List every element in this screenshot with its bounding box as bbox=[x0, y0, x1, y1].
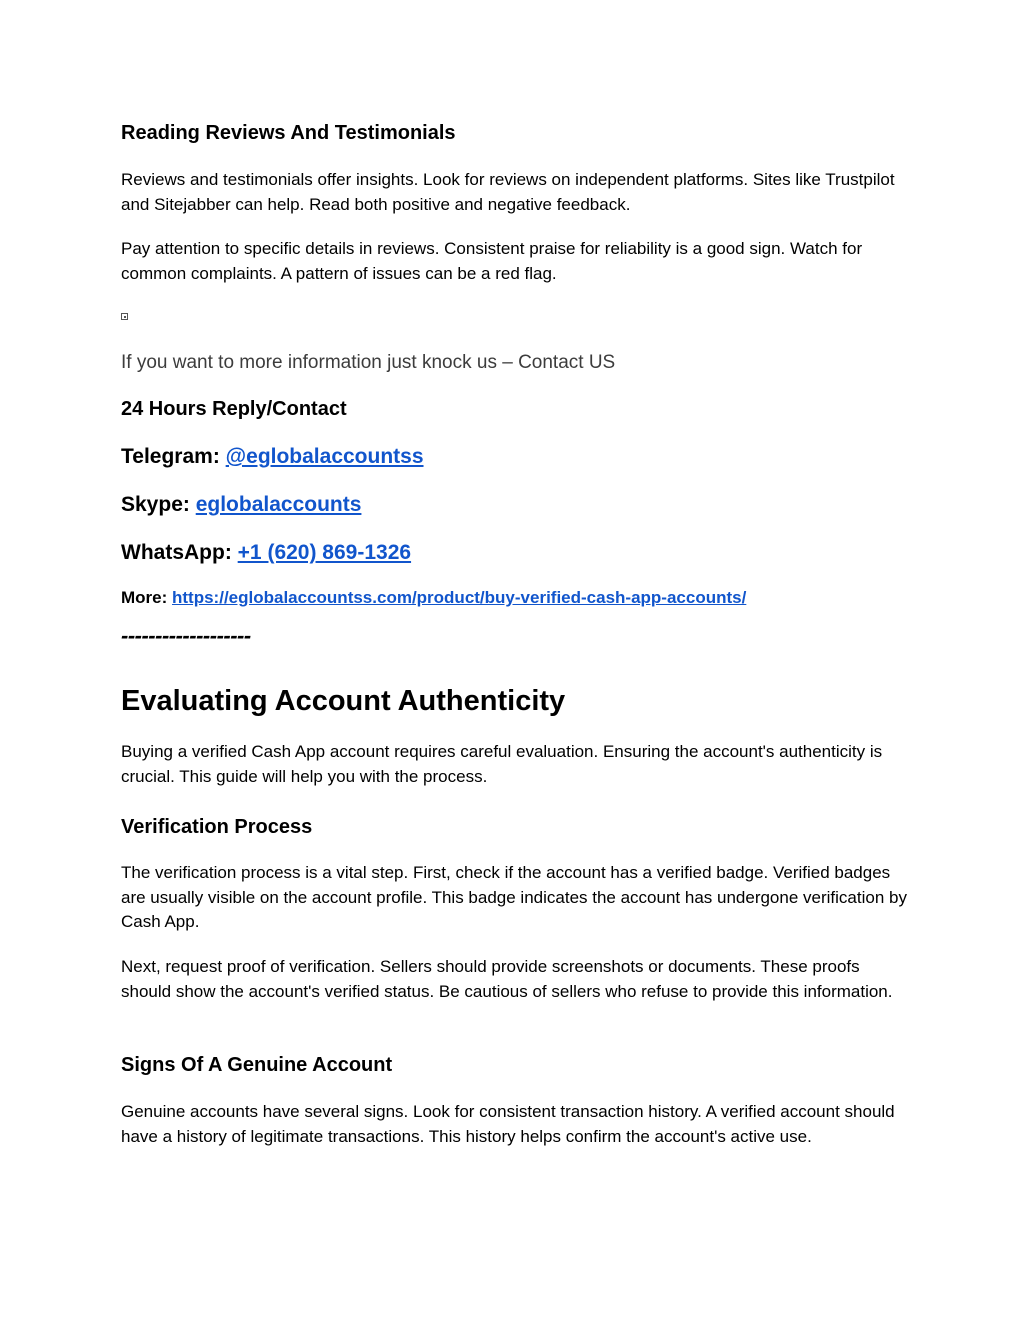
more-line bbox=[121, 587, 746, 609]
reviews-heading: Reading Reviews And Testimonials bbox=[121, 122, 456, 144]
divider-dashes: ------------------- bbox=[121, 623, 251, 648]
verification-paragraph-1: The verification process is a vital step. First, check if the account has a verified badge. Verified badges are usually visible on the account profile. This badge indicates the account has undergone verification by Cash App. bbox=[121, 863, 907, 931]
telegram-link[interactable]: @eglobalaccountss bbox=[225, 445, 424, 468]
verification-paragraph-2: Next, request proof of verification. Sellers should provide screenshots or documents. These proofs should show the account's verified status. Be cautious of sellers who refuse to provide this information. bbox=[121, 957, 893, 1001]
skype-link[interactable]: eglobalaccounts bbox=[195, 493, 362, 516]
telegram-label: Telegram: bbox=[121, 445, 220, 468]
image-placeholder-icon bbox=[121, 313, 128, 320]
whatsapp-label: WhatsApp: bbox=[121, 541, 232, 564]
more-label: More: bbox=[121, 588, 168, 607]
reviews-paragraph-2: Pay attention to specific details in reviews. Consistent praise for reliability is a good sign. Watch for common complaints. A pattern of issues can be a red flag. bbox=[121, 239, 863, 283]
authenticity-intro: Buying a verified Cash App account requires careful evaluation. Ensuring the account's authenticity is crucial. This guide will help you with the process. bbox=[121, 742, 883, 786]
genuine-heading: Signs Of A Genuine Account bbox=[121, 1054, 393, 1076]
verification-heading: Verification Process bbox=[121, 816, 313, 838]
reply-heading: 24 Hours Reply/Contact bbox=[121, 398, 347, 420]
whatsapp-link[interactable]: +1 (620) 869-1326 bbox=[237, 541, 412, 564]
page-title: Evaluating Account Authenticity bbox=[121, 685, 566, 717]
whatsapp-line bbox=[121, 540, 411, 566]
telegram-line bbox=[121, 444, 424, 470]
reviews-paragraph-1: Reviews and testimonials offer insights. Look for reviews on independent platforms. Sites like Trustpilot and Sitejabber can help. Read both positive and negative feedback. bbox=[121, 170, 895, 214]
genuine-paragraph-1: Genuine accounts have several signs. Look for consistent transaction history. A verified account should have a history of legitimate transactions. This history helps confirm the account's active use. bbox=[121, 1102, 895, 1146]
more-link[interactable]: https://eglobalaccountss.com/product/buy-verified-cash-app-accounts/ bbox=[172, 588, 747, 607]
contact-intro: If you want to more information just knock us – Contact US bbox=[121, 352, 616, 373]
skype-line bbox=[121, 492, 361, 518]
skype-label: Skype: bbox=[121, 493, 190, 516]
